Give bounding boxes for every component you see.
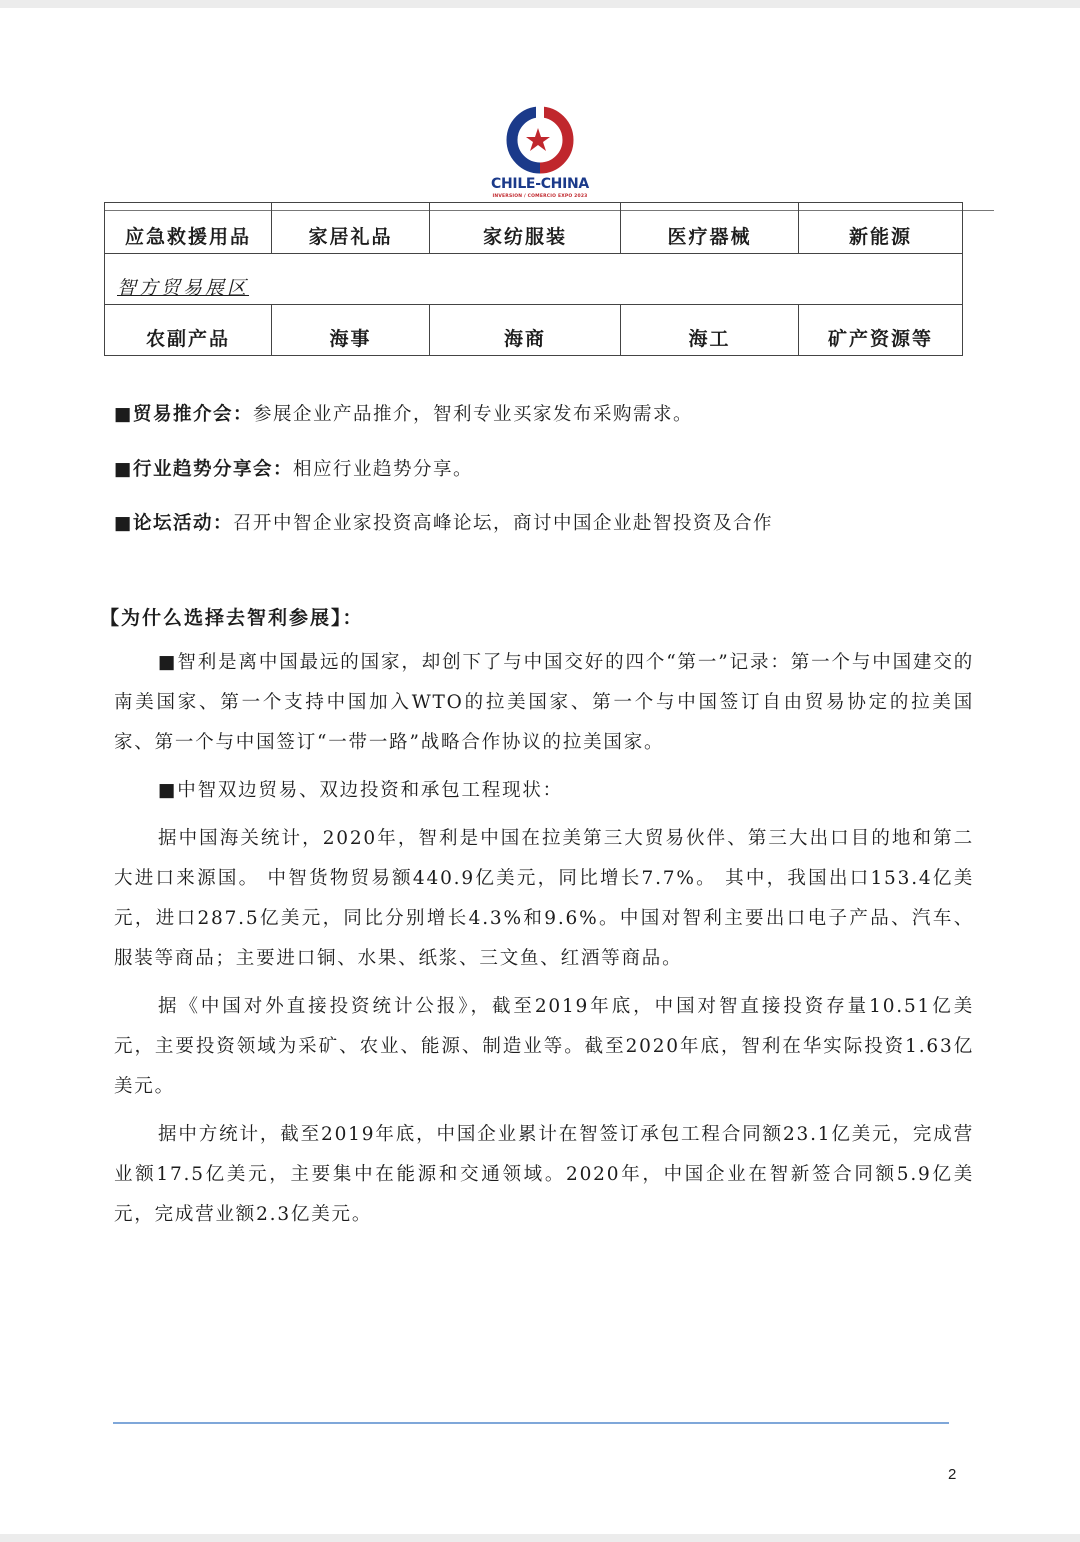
paragraph: ■中智双边贸易、双边投资和承包工程现状：	[158, 780, 563, 801]
footer-divider	[113, 1422, 949, 1424]
paragraph: ■智利是离中国最远的国家，却创下了与中国交好的四个“第一”记录：第一个与中国建交的南美国家、第一个支持中国加入WTO的拉美国家、第一个与中国签订自由贸易协定的拉美国家、第一个与中国签订“一带一路”战略合作协议的拉美国家。	[114, 652, 974, 753]
activity-label: ■贸易推介会：	[114, 404, 253, 425]
page-number: 2	[948, 1466, 957, 1483]
logo-subtitle: INVERSION / COMERCIO EXPO 2023	[492, 194, 588, 199]
table-cell: 新能源	[799, 203, 963, 254]
chile-china-logo	[480, 100, 600, 200]
table-cell: 海商	[430, 305, 621, 356]
table-cell: 矿产资源等	[799, 305, 963, 356]
table-row	[105, 254, 963, 305]
activity-text: 召开中智企业家投资高峰论坛，商讨中国企业赴智投资及合作	[232, 513, 773, 534]
section-heading: 【为什么选择去智利参展】：	[100, 607, 364, 629]
activity-text: 相应行业趋势分享。	[292, 459, 473, 480]
paragraph: 据中方统计，截至2019年底，中国企业累计在智签订承包工程合同额23.1亿美元，完成营业额17.5亿美元，主要集中在能源和交通领域。2020年，中国企业在智新签合同额5.9亿美元，完成营业额2.3亿美元。	[114, 1124, 974, 1225]
activity-label: ■论坛活动：	[114, 513, 233, 534]
table-row	[105, 305, 963, 356]
activity-item	[114, 455, 974, 481]
activity-label: ■行业趋势分享会：	[114, 459, 293, 480]
table-row	[105, 203, 963, 254]
activity-item	[114, 400, 974, 426]
document-page	[0, 8, 1080, 1534]
table-cell: 应急救援用品	[105, 203, 272, 254]
activity-text: 参展企业产品推介，智利专业买家发布采购需求。	[252, 404, 693, 425]
paragraph: 据《中国对外直接投资统计公报》，截至2019年底，中国对智直接投资存量10.51亿美元，主要投资领域为采矿、农业、能源、制造业等。截至2020年底，智利在华实际投资1.63亿美元。	[114, 996, 974, 1097]
table-cell: 农副产品	[105, 305, 272, 356]
zone-label: 智方贸易展区	[105, 254, 963, 305]
logo-title: CHILE-CHINA	[491, 176, 589, 192]
table-cell: 家纺服装	[430, 203, 621, 254]
table-cell: 医疗器械	[621, 203, 799, 254]
activity-item	[114, 509, 974, 535]
logo-emblem-icon	[480, 100, 600, 180]
exhibition-sectors-table	[104, 202, 963, 356]
paragraph: 据中国海关统计，2020年，智利是中国在拉美第三大贸易伙伴、第三大出口目的地和第二大进口来源国。 中智货物贸易额440.9亿美元，同比增长7.7%。 其中，我国出口153.4亿美元，进口287.5亿美元，同比分别增长4.3%和9.6%。中国对智利主要出口电子产品、汽车、服装等商品；主要进口铜、水果、纸浆、三文鱼、红酒等商品。	[114, 828, 974, 969]
table-cell: 海事	[272, 305, 430, 356]
table-cell: 家居礼品	[272, 203, 430, 254]
table-cell: 海工	[621, 305, 799, 356]
